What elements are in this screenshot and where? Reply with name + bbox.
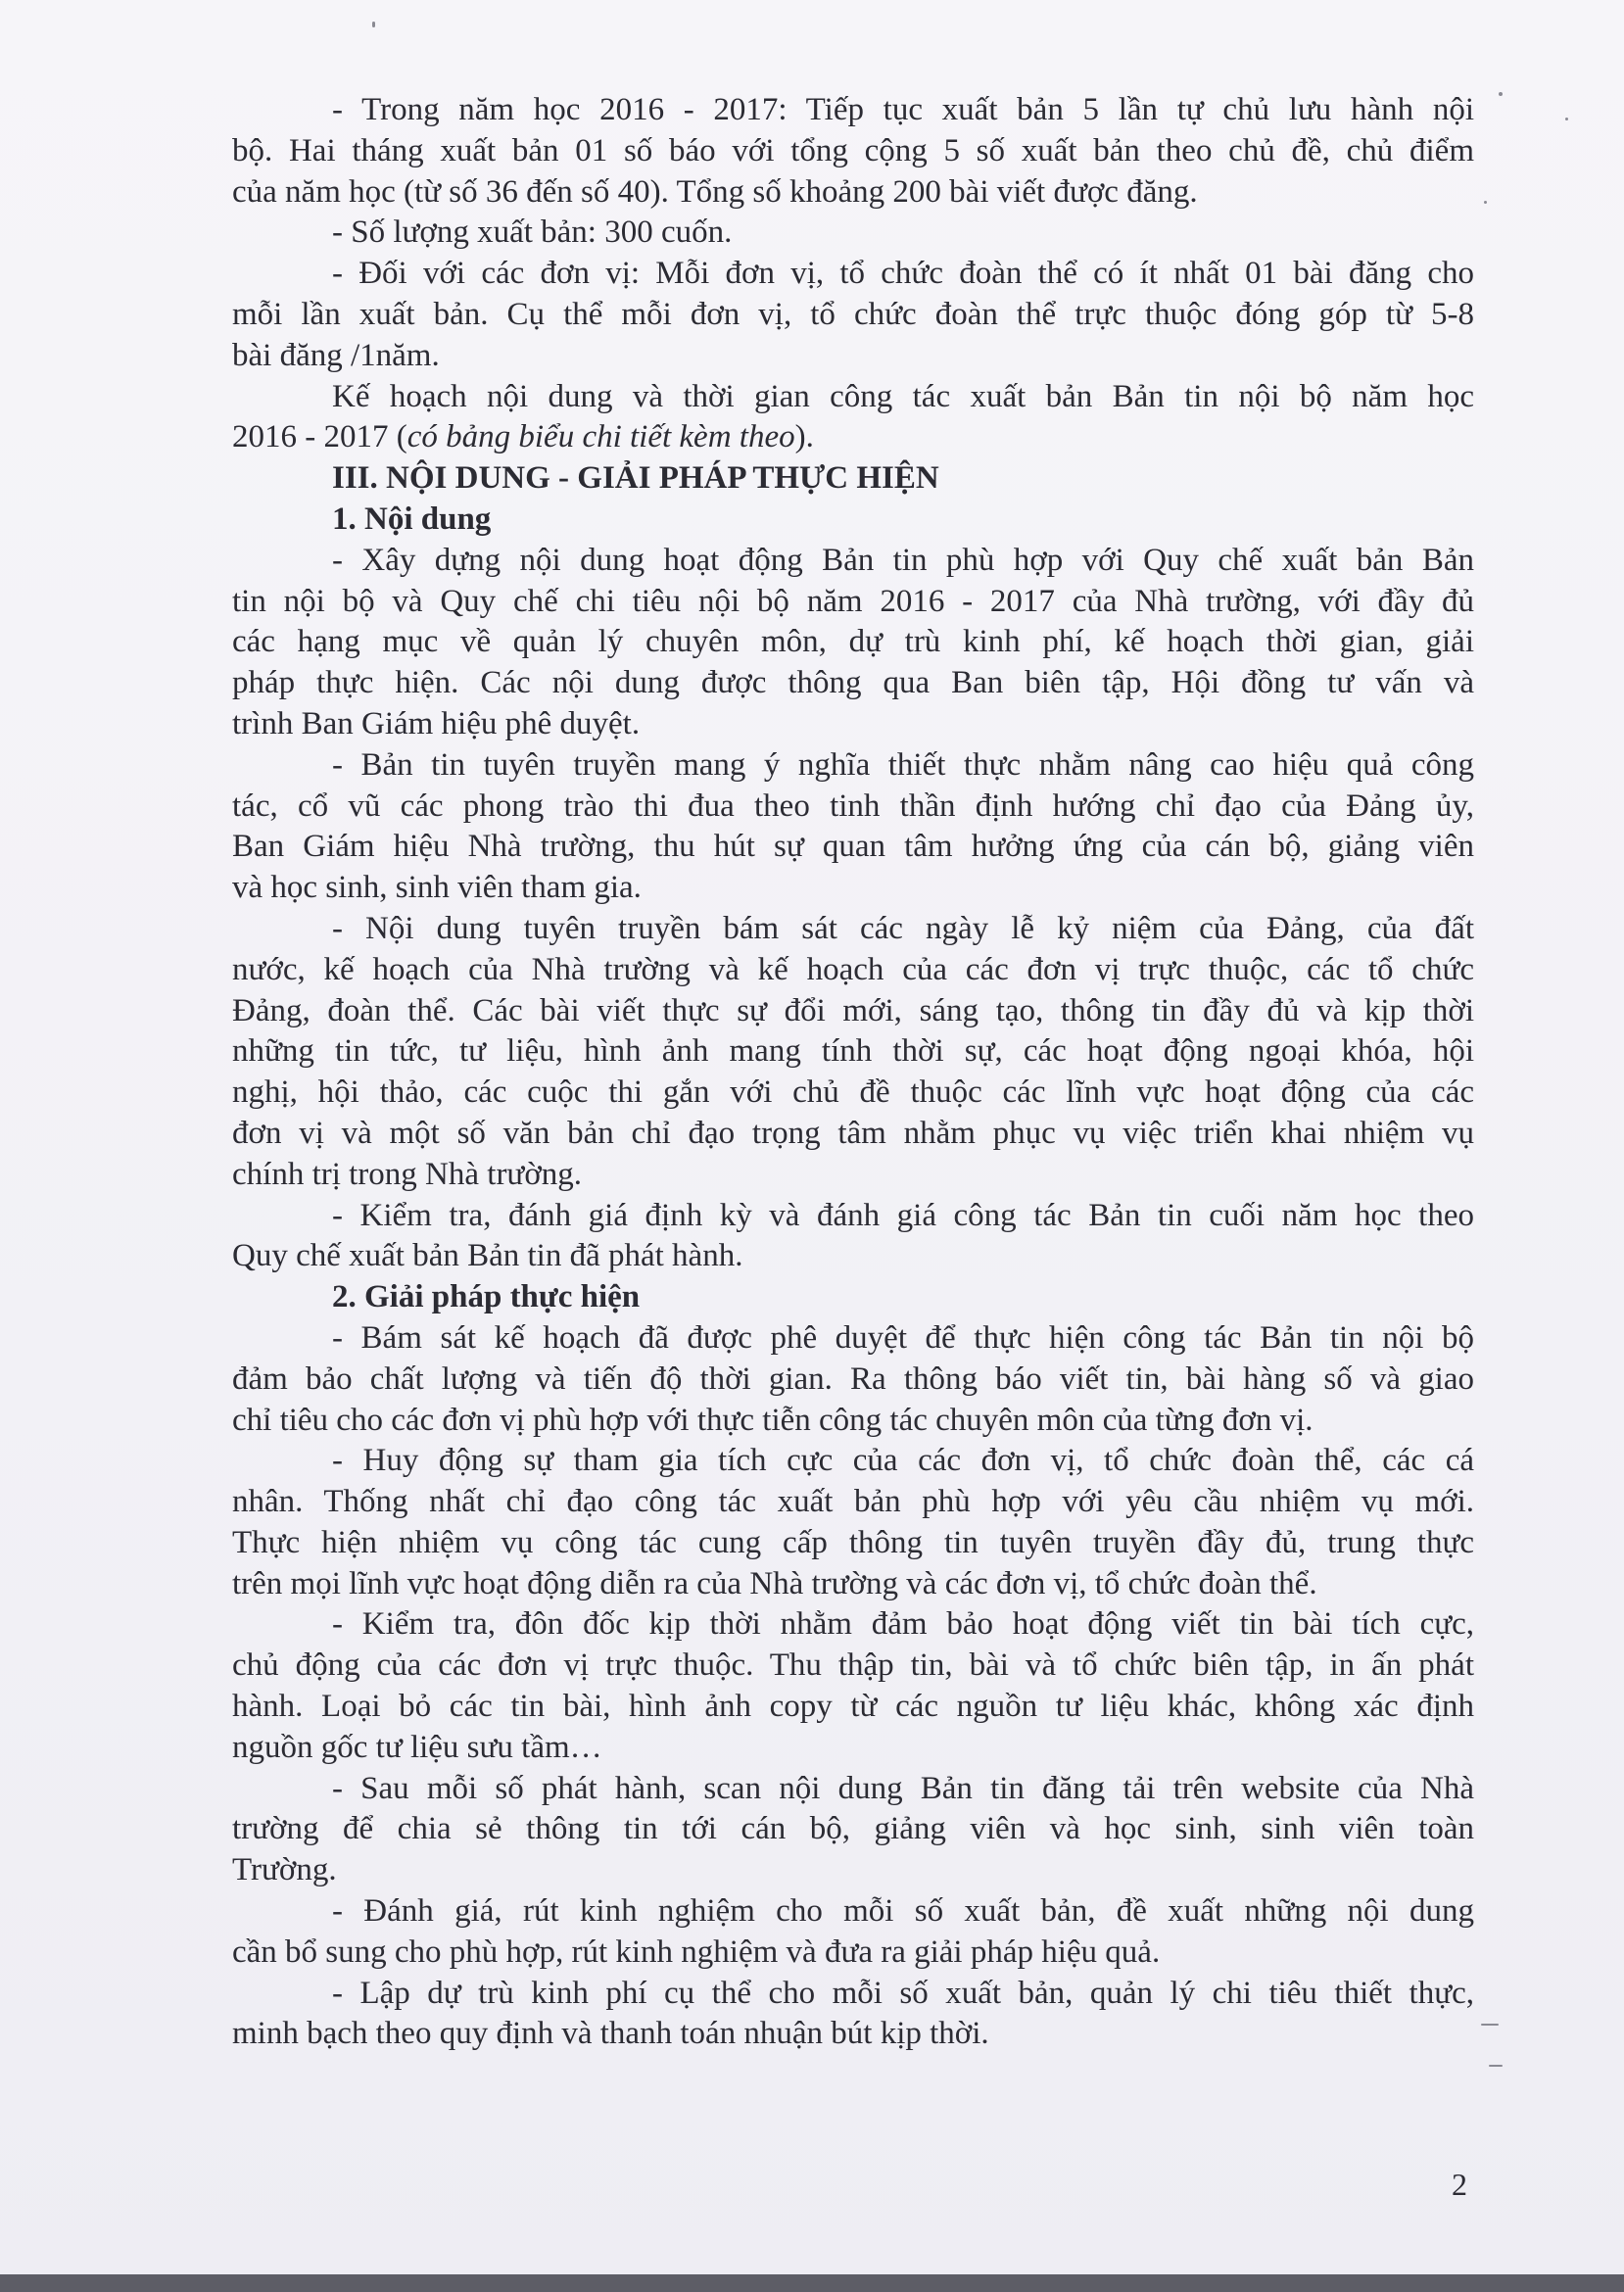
text-line: nước, kế hoạch của Nhà trường và kế hoạch của các đơn vị trực thuộc, các tổ chức [232,951,1474,987]
text-line: tin nội bộ và Quy chế chi tiêu nội bộ năm 2016 - 2017 của Nhà trường, với đầy đủ [232,583,1474,619]
text-line: đảm bảo chất lượng và tiến độ thời gian. Ra thông báo viết tin, bài hàng số và giao [232,1361,1474,1397]
paragraph-propaganda-content [232,909,1474,1196]
paragraph-inspection [232,1604,1474,1768]
text-line: - Kiểm tra, đánh giá định kỳ và đánh giá công tác Bản tin cuối năm học theo [332,1197,1474,1233]
scan-speck [1565,118,1568,120]
paragraph-lessons-learned [232,1891,1474,1974]
text-line: chính trị trong Nhà trường. [232,1156,583,1192]
scan-speck [1489,2065,1503,2067]
text-line: những tin tức, tư liệu, hình ảnh mang tính thời sự, các hoạt động ngoại khóa, hội [232,1033,1474,1070]
text-fragment: ). [794,419,814,455]
text-line: minh bạch theo quy định và thanh toán nhuận bút kịp thời. [232,2016,989,2052]
subsection-heading: 1. Nội dung [332,501,492,537]
text-line: - Bản tin tuyên truyền mang ý nghĩa thiết thực nhằm nâng cao hiệu quả công [332,746,1474,783]
text-line: và học sinh, sinh viên tham gia. [232,870,642,906]
text-line: - Đối với các đơn vị: Mỗi đơn vị, tổ chức đoàn thể có ít nhất 01 bài đăng cho [332,256,1474,292]
scan-speck [372,22,375,27]
text-line: tác, cổ vũ các phong trào thi đua theo tinh thần định hướng chỉ đạo của Đảng ủy, [232,788,1474,824]
text-line: - Bám sát kế hoạch đã được phê duyệt để thực hiện công tác Bản tin nội bộ [332,1319,1474,1356]
text-line [232,417,1474,458]
paragraph-print-quantity [232,213,1474,254]
text-line: - Kiểm tra, đôn đốc kịp thời nhằm đảm bảo hoạt động viết tin bài tích cực, [332,1606,1474,1643]
text-line: Quy chế xuất bản Bản tin đã phát hành. [232,1238,743,1274]
subsection-heading: 2. Giải pháp thực hiện [332,1279,641,1315]
text-line: trường để chia sẻ thông tin tới cán bộ, giảng viên và học sinh, sinh viên toàn [232,1811,1474,1847]
text-line: - Nội dung tuyên truyền bám sát các ngày lễ kỷ niệm của Đảng, của đất [332,910,1474,946]
paragraph-publication-plan [232,90,1474,213]
scan-speck [1481,2024,1499,2026]
text-line: bộ. Hai tháng xuất bản 01 số báo với tổng cộng 5 số xuất bản theo chủ đề, chủ điểm [232,132,1474,168]
text-line: - Đánh giá, rút kinh nghiệm cho mỗi số xuất bản, đề xuất những nội dung [332,1893,1474,1930]
paragraph-content-build [232,541,1474,745]
text-line: Trường. [232,1852,337,1888]
scan-speck [1484,201,1487,204]
paragraph-schedule-reference [232,377,1474,459]
text-line: Thực hiện nhiệm vụ công tác cung cấp thông tin tuyên truyền đầy đủ, trung thực [232,1524,1474,1560]
text-line: trình Ban Giám hiệu phê duyệt. [232,705,641,741]
text-line: - Trong năm học 2016 - 2017: Tiếp tục xuất bản 5 lần tự chủ lưu hành nội [332,92,1474,127]
scan-speck [1499,92,1503,96]
text-fragment: 2016 - 2017 ( [232,419,407,455]
text-line: chỉ tiêu cho các đơn vị phù hợp với thực tiễn công tác chuyên môn của từng đơn vị. [232,1402,1314,1438]
paragraph-unit-contributions [232,254,1474,376]
text-line: Đảng, đoàn thể. Các bài viết thực sự đổi mới, sáng tạo, thông tin đầy đủ và kịp thời [232,992,1474,1028]
text-line: nguồn gốc tư liệu sưu tầm… [232,1729,602,1765]
paragraph-evaluation [232,1196,1474,1278]
text-line: các hạng mục về quản lý chuyên môn, dự trù kinh phí, kế hoạch thời gian, giải [232,624,1474,660]
document-body [232,90,1474,2055]
text-line: chủ động của các đơn vị trực thuộc. Thu thập tin, bài và tổ chức biên tập, in ấn phát [232,1647,1474,1684]
paragraph-mobilize [232,1441,1474,1604]
text-line: cần bổ sung cho phù hợp, rút kinh nghiệm và đưa ra giải pháp hiệu quả. [232,1934,1161,1970]
paragraph-propaganda-meaning [232,745,1474,909]
text-line: - Huy động sự tham gia tích cực của các đơn vị, tổ chức đoàn thể, các cá [332,1443,1474,1479]
paragraph-budget [232,1974,1474,2056]
scan-edge [0,2274,1624,2292]
text-line: - Lập dự trù kinh phí cụ thể cho mỗi số xuất bản, quản lý chi tiêu thiết thực, [332,1975,1474,2011]
text-line: đơn vị và một số văn bản chỉ đạo trọng tâm nhằm phục vụ việc triển khai nhiệm vụ [232,1115,1474,1151]
text-line: nhân. Thống nhất chỉ đạo công tác xuất bản phù hợp với yêu cầu nhiệm vụ mới. [232,1484,1474,1520]
text-line: bài đăng /1năm. [232,337,440,373]
text-line: pháp thực hiện. Các nội dung được thông qua Ban biên tập, Hội đồng tư vấn và [232,665,1474,701]
text-line: nghị, hội thảo, các cuộc thi gắn với chủ đề thuộc các lĩnh vực hoạt động của các [232,1074,1474,1111]
text-line: - Số lượng xuất bản: 300 cuốn. [332,215,733,251]
section-heading: III. NỘI DUNG - GIẢI PHÁP THỰC HIỆN [332,460,939,497]
text-line: hành. Loại bỏ các tin bài, hình ảnh copy từ các nguồn tư liệu khác, không xác định [232,1689,1474,1725]
text-line: Ban Giám hiệu Nhà trường, thu hút sự quan tâm hưởng ứng của cán bộ, giảng viên [232,829,1474,865]
text-line: Kế hoạch nội dung và thời gian công tác xuất bản Bản tin nội bộ năm học [332,378,1474,414]
italic-note: có bảng biểu chi tiết kèm theo [406,419,795,455]
paragraph-follow-plan [232,1318,1474,1441]
paragraph-website-publishing [232,1769,1474,1891]
page-number: 2 [1452,2167,1467,2202]
text-line: mỗi lần xuất bản. Cụ thể mỗi đơn vị, tổ chức đoàn thể trực thuộc đóng góp từ 5-8 [232,296,1474,332]
text-line: - Sau mỗi số phát hành, scan nội dung Bản tin đăng tải trên website của Nhà [332,1770,1474,1806]
text-line: của năm học (từ số 36 đến số 40). Tổng số khoảng 200 bài viết được đăng. [232,173,1198,210]
text-line: - Xây dựng nội dung hoạt động Bản tin phù hợp với Quy chế xuất bản Bản [332,542,1474,578]
text-line: trên mọi lĩnh vực hoạt động diễn ra của Nhà trường và các đơn vị, tổ chức đoàn thể. [232,1565,1317,1601]
